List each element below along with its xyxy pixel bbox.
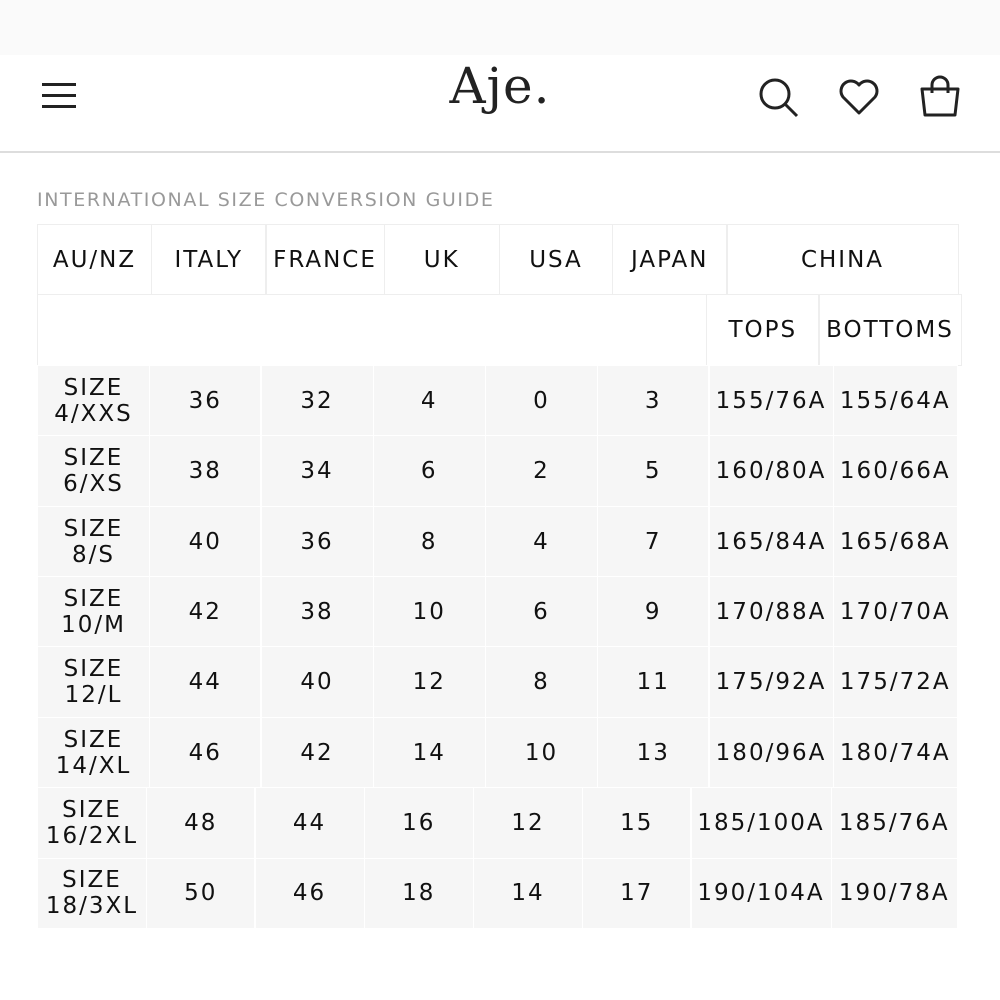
cell-china-tops: 165/84A [709, 506, 834, 578]
cell-usa: 6 [485, 576, 598, 648]
cell-uk: 8 [373, 506, 486, 578]
shopping-bag-icon[interactable] [918, 75, 962, 119]
table-row [37, 506, 963, 576]
col-china-bottoms: BOTTOMS [819, 294, 962, 366]
cell-france: 36 [261, 506, 374, 578]
cell-uk: 14 [373, 717, 486, 789]
table-row [37, 435, 963, 505]
cell-au-nz: SIZE 12/L [37, 646, 150, 718]
cell-uk: 16 [364, 787, 474, 859]
cell-france: 42 [261, 717, 374, 789]
col-china: CHINA [727, 224, 959, 296]
cell-usa: 10 [485, 717, 598, 789]
table-row [37, 576, 963, 646]
logo[interactable]: Aje. [449, 57, 551, 115]
cell-japan: 9 [597, 576, 709, 648]
size-conversion-table [37, 224, 963, 928]
cell-china-tops: 190/104A [691, 858, 832, 930]
cell-china-tops: 155/76A [709, 365, 834, 437]
cell-au-nz: SIZE 10/M [37, 576, 150, 648]
cell-uk: 10 [373, 576, 486, 648]
cell-italy: 50 [146, 858, 255, 930]
cell-france: 46 [255, 858, 365, 930]
col-italy: ITALY [151, 224, 266, 296]
cell-china-tops: 175/92A [709, 646, 834, 718]
cell-au-nz: SIZE 14/XL [37, 717, 150, 789]
table-row [37, 646, 963, 716]
blank-cell [37, 294, 707, 366]
cell-usa: 0 [485, 365, 598, 437]
cell-usa: 12 [473, 787, 583, 859]
col-japan: JAPAN [612, 224, 727, 296]
col-uk: UK [384, 224, 500, 296]
cell-au-nz: SIZE 16/2XL [37, 787, 147, 859]
cell-japan: 7 [597, 506, 709, 578]
subheader-row [37, 294, 963, 364]
cell-au-nz: SIZE 6/XS [37, 435, 150, 507]
cell-china-bottoms: 185/76A [831, 787, 958, 859]
cell-china-bottoms: 180/74A [833, 717, 958, 789]
cell-china-bottoms: 190/78A [831, 858, 958, 930]
cell-uk: 6 [373, 435, 486, 507]
col-china-tops: TOPS [706, 294, 819, 366]
cell-france: 32 [261, 365, 374, 437]
cell-uk: 4 [373, 365, 486, 437]
header-row [37, 224, 963, 294]
table-row [37, 858, 963, 928]
cell-uk: 12 [373, 646, 486, 718]
heart-icon[interactable] [837, 75, 881, 119]
cell-uk: 18 [364, 858, 474, 930]
cell-china-bottoms: 175/72A [833, 646, 958, 718]
cell-france: 44 [255, 787, 365, 859]
cell-usa: 14 [473, 858, 583, 930]
cell-china-tops: 160/80A [709, 435, 834, 507]
cell-au-nz: SIZE 4/XXS [37, 365, 150, 437]
cell-japan: 17 [582, 858, 691, 930]
cell-japan: 15 [582, 787, 691, 859]
status-strip [0, 0, 1000, 55]
col-au-nz: AU/NZ [37, 224, 152, 296]
cell-france: 40 [261, 646, 374, 718]
cell-china-bottoms: 165/68A [833, 506, 958, 578]
col-usa: USA [499, 224, 613, 296]
cell-au-nz: SIZE 8/S [37, 506, 150, 578]
cell-china-tops: 185/100A [691, 787, 832, 859]
table-row [37, 787, 963, 857]
cell-japan: 5 [597, 435, 709, 507]
cell-au-nz: SIZE 18/3XL [37, 858, 147, 930]
cell-china-bottoms: 160/66A [833, 435, 958, 507]
cell-japan: 13 [597, 717, 709, 789]
cell-china-bottoms: 155/64A [833, 365, 958, 437]
search-icon[interactable] [756, 75, 800, 119]
cell-usa: 2 [485, 435, 598, 507]
cell-china-tops: 180/96A [709, 717, 834, 789]
cell-france: 34 [261, 435, 374, 507]
cell-italy: 46 [149, 717, 261, 789]
cell-china-tops: 170/88A [709, 576, 834, 648]
col-france: FRANCE [266, 224, 385, 296]
cell-italy: 48 [146, 787, 255, 859]
cell-italy: 38 [149, 435, 261, 507]
site-header [0, 55, 1000, 153]
cell-france: 38 [261, 576, 374, 648]
cell-japan: 3 [597, 365, 709, 437]
cell-china-bottoms: 170/70A [833, 576, 958, 648]
cell-japan: 11 [597, 646, 709, 718]
table-row [37, 717, 963, 787]
cell-italy: 44 [149, 646, 261, 718]
cell-usa: 8 [485, 646, 598, 718]
cell-italy: 40 [149, 506, 261, 578]
table-row [37, 365, 963, 435]
cell-italy: 42 [149, 576, 261, 648]
cell-usa: 4 [485, 506, 598, 578]
cell-italy: 36 [149, 365, 261, 437]
guide-title: INTERNATIONAL SIZE CONVERSION GUIDE [37, 189, 495, 211]
